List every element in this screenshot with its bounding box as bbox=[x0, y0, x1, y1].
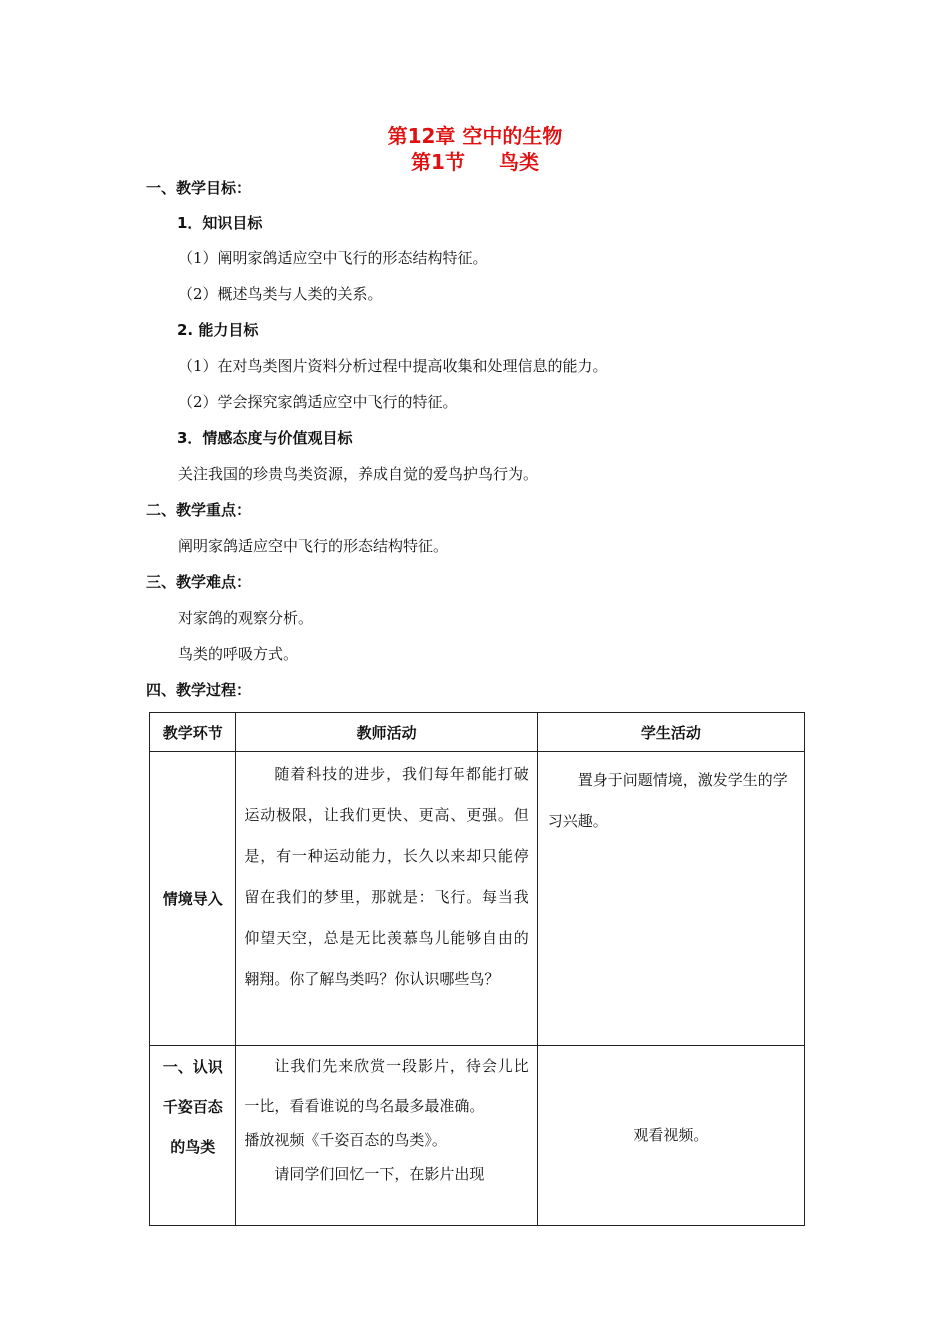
student-text: 观看视频。 bbox=[633, 1126, 709, 1144]
knowledge-item: （2）概述鸟类与人类的关系。 bbox=[178, 285, 383, 303]
teacher-text: 让我们先来欣赏一段影片，待会儿比一比，看看谁说的鸟名最多最准确。 bbox=[244, 1057, 529, 1115]
section-number: 第1节 bbox=[411, 150, 465, 174]
objectives-heading: 一、教学目标： bbox=[146, 179, 252, 197]
teacher-text: 随着科技的进步，我们每年都能打破运动极限，让我们更快、更高、更强。但是，有一种运动能力，长久以来却只能停留在我们的梦里，那就是：飞行。每当我仰望天空，总是无比羡慕鸟儿能够自由的翱翔。你了解鸟类吗？你认识哪些鸟？ bbox=[244, 765, 529, 988]
teacher-text: 请同学们回忆一下，在影片出现 bbox=[274, 1165, 485, 1183]
ability-item: （2）学会探究家鸽适应空中飞行的特征。 bbox=[178, 393, 458, 411]
process-table bbox=[149, 712, 805, 1226]
emotion-heading: 3．情感态度与价值观目标 bbox=[177, 429, 353, 447]
table-header-row bbox=[150, 713, 805, 752]
difficulty-item: 对家鸽的观察分析。 bbox=[178, 609, 314, 627]
student-cell bbox=[537, 1046, 804, 1226]
section-name: 鸟类 bbox=[498, 150, 539, 174]
table-row bbox=[150, 1046, 805, 1226]
teacher-cell bbox=[236, 752, 537, 1046]
chapter-title: 第12章 空中的生物 bbox=[387, 124, 563, 148]
difficulty-item: 鸟类的呼吸方式。 bbox=[178, 645, 299, 663]
teacher-text: 播放视频《千姿百态的鸟类》。 bbox=[244, 1131, 447, 1149]
knowledge-item: （1）阐明家鸽适应空中飞行的形态结构特征。 bbox=[178, 249, 488, 267]
ability-heading: 2. 能力目标 bbox=[177, 321, 259, 339]
key-points-heading: 二、教学重点： bbox=[146, 501, 252, 519]
header-teacher: 教师活动 bbox=[236, 713, 537, 752]
process-heading: 四、教学过程： bbox=[146, 681, 252, 699]
ability-item: （1）在对鸟类图片资料分析过程中提高收集和处理信息的能力。 bbox=[178, 357, 608, 375]
student-cell bbox=[537, 752, 804, 1046]
table-row bbox=[150, 752, 805, 1046]
student-text: 置身于问题情境，激发学生的学习兴趣。 bbox=[547, 771, 788, 830]
teacher-cell bbox=[236, 1046, 537, 1226]
difficulties-heading: 三、教学难点： bbox=[146, 573, 252, 591]
emotion-text: 关注我国的珍贵鸟类资源，养成自觉的爱鸟护鸟行为。 bbox=[178, 465, 539, 483]
header-stage: 教学环节 bbox=[150, 713, 236, 752]
knowledge-heading: 1．知识目标 bbox=[177, 214, 263, 232]
stage-cell: 一、认识千姿百态的鸟类 bbox=[150, 1046, 236, 1226]
key-points-text: 阐明家鸽适应空中飞行的形态结构特征。 bbox=[178, 537, 449, 555]
header-student: 学生活动 bbox=[537, 713, 804, 752]
stage-cell: 情境导入 bbox=[150, 752, 236, 1046]
section-title bbox=[0, 150, 950, 174]
